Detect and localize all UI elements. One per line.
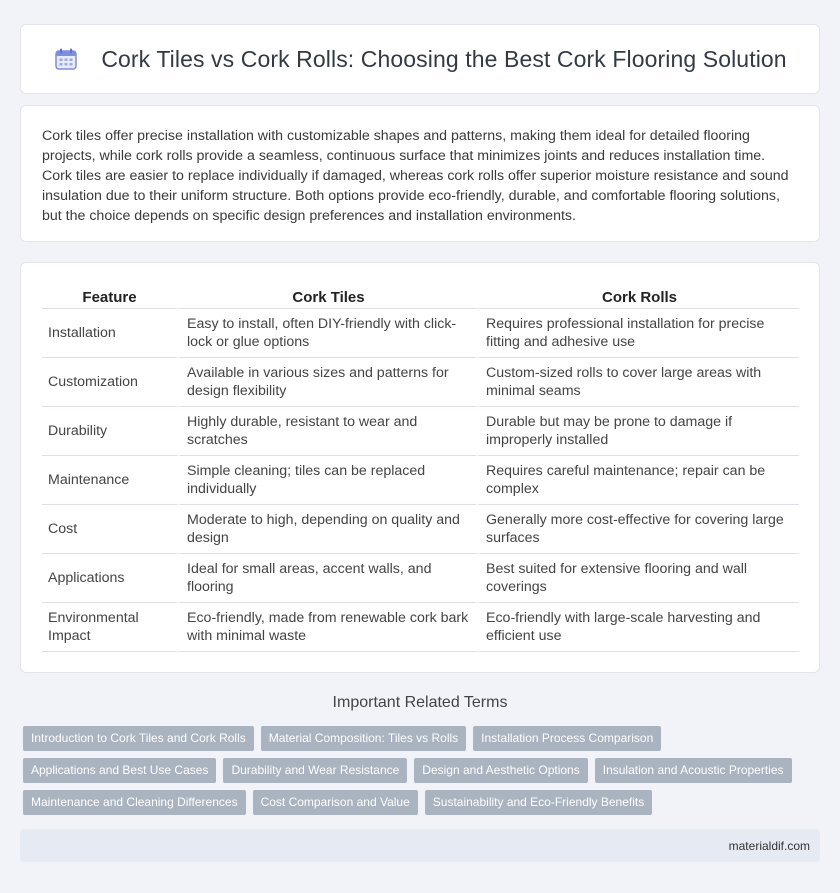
rolls-cell: Generally more cost-effective for covering large surfaces bbox=[476, 505, 799, 554]
comparison-table bbox=[42, 283, 799, 652]
table-row bbox=[42, 309, 799, 358]
table-row bbox=[42, 554, 799, 603]
related-term-tag[interactable]: Installation Process Comparison bbox=[473, 726, 661, 751]
feature-cell: Cost bbox=[42, 505, 177, 554]
tiles-cell: Ideal for small areas, accent walls, and flooring bbox=[177, 554, 476, 603]
related-term-tag[interactable]: Applications and Best Use Cases bbox=[23, 758, 216, 783]
footer bbox=[20, 829, 820, 862]
tiles-cell: Available in various sizes and patterns for design flexibility bbox=[177, 358, 476, 407]
feature-cell: Customization bbox=[42, 358, 177, 407]
related-term-tag[interactable]: Insulation and Acoustic Properties bbox=[595, 758, 792, 783]
table-row bbox=[42, 358, 799, 407]
feature-cell: Environmental Impact bbox=[42, 603, 177, 652]
tag-row bbox=[23, 758, 813, 783]
rolls-cell: Eco-friendly with large-scale harvesting and efficient use bbox=[476, 603, 799, 652]
tiles-cell: Easy to install, often DIY-friendly with click-lock or glue options bbox=[177, 309, 476, 358]
table-header-row bbox=[42, 283, 799, 309]
feature-cell: Durability bbox=[42, 407, 177, 456]
tiles-cell: Moderate to high, depending on quality and design bbox=[177, 505, 476, 554]
intro-paragraph: Cork tiles offer precise installation with customizable shapes and patterns, making them ideal for detailed flooring projects, while cork rolls provide a seamless, continuous surface that minimizes joints and reduces installation time. Cork tiles are easier to replace individually if damaged, whereas cork rolls offer superior moisture resistance and sound insulation due to their uniform structure. Both options provide eco-friendly, durable, and comfortable flooring solutions, but the choice depends on specific design preferences and installation environments. bbox=[42, 128, 789, 224]
tag-row bbox=[23, 726, 813, 751]
related-terms-heading: Important Related Terms bbox=[332, 694, 508, 711]
calendar-icon bbox=[53, 46, 79, 72]
tag-row bbox=[23, 790, 813, 815]
related-terms-list bbox=[23, 726, 813, 822]
related-term-tag[interactable]: Introduction to Cork Tiles and Cork Rolls bbox=[23, 726, 254, 751]
table-row bbox=[42, 456, 799, 505]
table-row bbox=[42, 505, 799, 554]
feature-cell: Installation bbox=[42, 309, 177, 358]
rolls-cell: Custom-sized rolls to cover large areas with minimal seams bbox=[476, 358, 799, 407]
related-term-tag[interactable]: Design and Aesthetic Options bbox=[414, 758, 587, 783]
footer-site-link[interactable]: materialdif.com bbox=[728, 839, 810, 853]
tiles-cell: Highly durable, resistant to wear and scratches bbox=[177, 407, 476, 456]
rolls-cell: Requires careful maintenance; repair can be complex bbox=[476, 456, 799, 505]
header bbox=[53, 46, 786, 73]
related-term-tag[interactable]: Sustainability and Eco-Friendly Benefits bbox=[425, 790, 652, 815]
tiles-cell: Eco-friendly, made from renewable cork bark with minimal waste bbox=[177, 603, 476, 652]
table-row bbox=[42, 407, 799, 456]
header-cork-tiles: Cork Tiles bbox=[177, 283, 476, 309]
intro-card bbox=[20, 105, 820, 242]
related-term-tag[interactable]: Cost Comparison and Value bbox=[253, 790, 418, 815]
related-term-tag[interactable]: Durability and Wear Resistance bbox=[223, 758, 407, 783]
header-cork-rolls: Cork Rolls bbox=[476, 283, 799, 309]
rolls-cell: Requires professional installation for precise fitting and adhesive use bbox=[476, 309, 799, 358]
page-title: Cork Tiles vs Cork Rolls: Choosing the Best Cork Flooring Solution bbox=[101, 45, 787, 72]
feature-cell: Maintenance bbox=[42, 456, 177, 505]
related-term-tag[interactable]: Material Composition: Tiles vs Rolls bbox=[261, 726, 466, 751]
rolls-cell: Best suited for extensive flooring and wall coverings bbox=[476, 554, 799, 603]
feature-cell: Applications bbox=[42, 554, 177, 603]
rolls-cell: Durable but may be prone to damage if improperly installed bbox=[476, 407, 799, 456]
comparison-card bbox=[20, 262, 820, 673]
table-row bbox=[42, 603, 799, 652]
tiles-cell: Simple cleaning; tiles can be replaced individually bbox=[177, 456, 476, 505]
header-card bbox=[20, 24, 820, 94]
header-feature: Feature bbox=[42, 283, 177, 309]
related-term-tag[interactable]: Maintenance and Cleaning Differences bbox=[23, 790, 246, 815]
